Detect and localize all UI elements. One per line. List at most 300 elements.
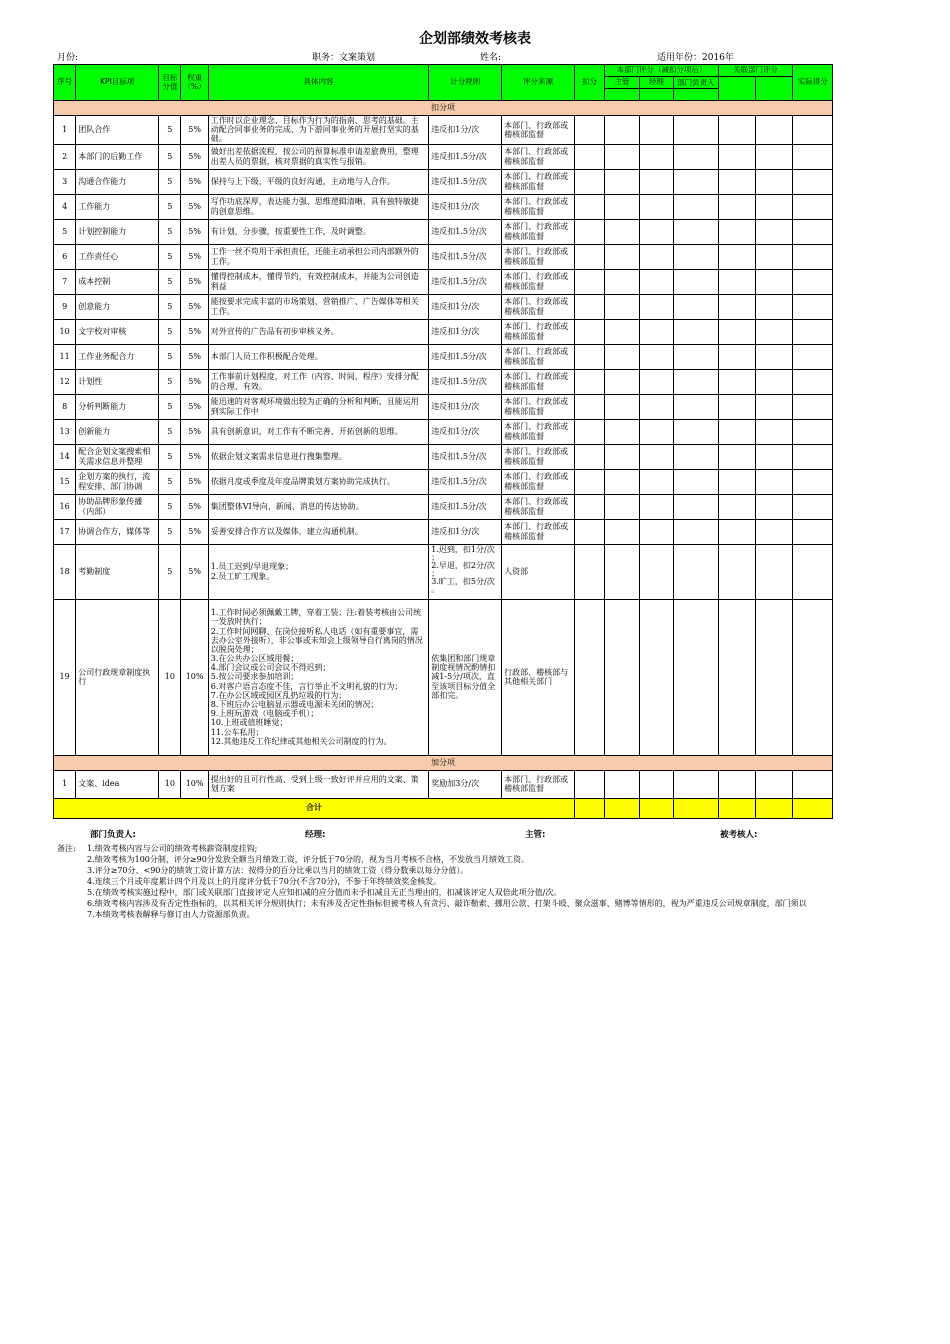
weight: 5%	[181, 419, 208, 444]
score-source: 本部门、行政部或稽核部监督	[502, 269, 575, 294]
kpi-item: 协助品牌形象传播（内部）	[76, 494, 159, 519]
score-cell	[574, 369, 604, 394]
score-source: 本部门、行政部或稽核部监督	[502, 394, 575, 419]
score-cell	[605, 369, 639, 394]
notes	[57, 843, 807, 920]
score-cell	[756, 269, 793, 294]
kpi-item: 文字校对审核	[76, 319, 159, 344]
table-row	[54, 319, 833, 344]
note-item: 2.绩效考核为100分制，评分≥90分发放全额当月绩效工资，评分低于70分的，视为当月考核不合格，不发放当月绩效工资。	[87, 855, 529, 864]
score-cell	[756, 419, 793, 444]
score-cell	[718, 519, 755, 544]
score-cell	[605, 294, 639, 319]
weight: 5%	[181, 294, 208, 319]
score-cell	[718, 169, 755, 194]
score-source: 本部门、行政部或稽核部监督	[502, 770, 575, 798]
score-cell	[639, 419, 673, 444]
score-cell	[639, 544, 673, 599]
score-cell	[674, 444, 719, 469]
scoring-rule: 违反扣1分/次	[429, 194, 502, 219]
score-cell	[793, 344, 833, 369]
target-score: 5	[159, 144, 181, 169]
header-dept-head: 部门负责人	[674, 77, 719, 89]
content: 集团整体VI导向、新闻、消息的传达协助。	[208, 494, 429, 519]
score-cell	[718, 319, 755, 344]
target-score: 5	[159, 394, 181, 419]
target-score: 5	[159, 219, 181, 244]
header-seq: 序号	[54, 65, 76, 101]
table-row	[54, 519, 833, 544]
content: 对外宣传的广告品有初步审核义务。	[208, 319, 429, 344]
content-line: 8.下班后办公电脑显示器或电源未关闭的情况；	[210, 700, 379, 710]
note-item: 3.评分≥70分、<90分的绩效工资计算方法：按得分的百分比乘以当月的绩效工资（得分数乘以每分分值）。	[87, 866, 469, 875]
content-line: 12.其他违反工作纪律或其他相关公司制度的行为。	[210, 736, 392, 746]
score-cell	[639, 269, 673, 294]
scoring-rule: 违反扣1.5分/次	[429, 144, 502, 169]
scoring-rule: 违反扣1分/次	[429, 319, 502, 344]
score-cell	[793, 770, 833, 798]
score-cell	[674, 219, 719, 244]
score-cell	[718, 394, 755, 419]
table-row	[54, 544, 833, 599]
content: 能迅速的对客观环境做出较为正确的分析和判断，且能运用到实际工作中	[208, 394, 429, 419]
row-number: 4	[54, 194, 76, 219]
total-cell	[605, 798, 639, 818]
score-cell	[605, 519, 639, 544]
content-line: 1.工作时间必须佩戴工牌，穿着工装；注:着装考核由公司统一发放时执行；	[210, 608, 422, 627]
score-cell	[574, 144, 604, 169]
scoring-rule	[429, 544, 502, 599]
score-cell	[793, 444, 833, 469]
score-cell	[605, 219, 639, 244]
target-score: 10	[159, 599, 181, 755]
score-cell	[574, 219, 604, 244]
row-number: 14	[54, 444, 76, 469]
row-number: 6	[54, 244, 76, 269]
scoring-rule: 违反扣1分/次	[429, 519, 502, 544]
score-cell	[793, 169, 833, 194]
kpi-item: 成本控制	[76, 269, 159, 294]
score-cell	[574, 269, 604, 294]
score-cell	[793, 519, 833, 544]
score-cell	[639, 770, 673, 798]
target-score: 5	[159, 116, 181, 145]
content: 能按要求完成丰富的市场策划、营销推广、广告媒体等相关工作。	[208, 294, 429, 319]
content: 依据月度或季度及年度品牌策划方案协助完成执行。	[208, 469, 429, 494]
score-cell	[639, 519, 673, 544]
score-cell	[605, 344, 639, 369]
note-item: 7.本绩效考核表解释与修订由人力资源部负责。	[87, 910, 255, 919]
header-related-2	[756, 77, 793, 101]
header-blank-3	[674, 89, 719, 101]
total-label: 合计	[54, 798, 575, 818]
scoring-rule: 违反扣1.5分/次	[429, 244, 502, 269]
score-source: 本部门、行政部或稽核部监督	[502, 169, 575, 194]
score-cell	[639, 294, 673, 319]
score-source: 本部门、行政部或稽核部监督	[502, 116, 575, 145]
scoring-rule: 违反扣1.5分/次	[429, 369, 502, 394]
score-cell	[574, 294, 604, 319]
score-cell	[605, 394, 639, 419]
content: 保持与上下级，平级的良好沟通，主动地与人合作。	[208, 169, 429, 194]
score-cell	[756, 194, 793, 219]
kpi-item: 本部门的后勤工作	[76, 144, 159, 169]
table-row	[54, 770, 833, 798]
kpi-item: 文案、idea	[76, 770, 159, 798]
score-cell	[718, 269, 755, 294]
weight: 5%	[181, 169, 208, 194]
score-source: 本部门、行政部或稽核部监督	[502, 244, 575, 269]
score-cell	[718, 444, 755, 469]
score-cell	[793, 544, 833, 599]
scoring-rule: 违反扣1.5分/次	[429, 444, 502, 469]
content-line: 10.上班或值班睡觉；	[210, 718, 288, 728]
score-cell	[793, 494, 833, 519]
score-cell	[756, 444, 793, 469]
score-cell	[605, 770, 639, 798]
score-cell	[674, 344, 719, 369]
header-source: 评分来源	[502, 65, 575, 101]
name-field: 姓名:	[480, 53, 502, 63]
sig-assessee: 被考核人:	[720, 830, 758, 840]
kpi-item: 工作责任心	[76, 244, 159, 269]
score-cell	[793, 244, 833, 269]
kpi-item: 创意能力	[76, 294, 159, 319]
content-line: 1.员工迟到/早退现象；	[210, 562, 294, 572]
score-cell	[793, 294, 833, 319]
score-cell	[718, 116, 755, 145]
score-cell	[793, 369, 833, 394]
sig-manager: 经理:	[305, 830, 326, 840]
kpi-item: 计划控制能力	[76, 219, 159, 244]
score-cell	[639, 194, 673, 219]
notes-list	[57, 843, 807, 920]
score-cell	[756, 319, 793, 344]
content-line: 2.员工旷工现象。	[210, 571, 275, 581]
score-cell	[674, 369, 719, 394]
table-row	[54, 169, 833, 194]
score-source: 本部门、行政部或稽核部监督	[502, 294, 575, 319]
position-field: 职务：文案策划	[312, 53, 376, 63]
content: 本部门人员工作积极配合处理。	[208, 344, 429, 369]
row-number: 19	[54, 599, 76, 755]
total-cell	[718, 798, 755, 818]
score-cell	[793, 116, 833, 145]
table-row	[54, 244, 833, 269]
section-deduct: 扣分项	[54, 101, 833, 116]
score-cell	[574, 599, 604, 755]
weight: 5%	[181, 494, 208, 519]
score-cell	[674, 394, 719, 419]
score-cell	[639, 369, 673, 394]
kpi-item: 考勤制度	[76, 544, 159, 599]
content: 写作功底深厚，表达能力强、思维逻辑清晰、具有独特敏捷的创意思维。	[208, 194, 429, 219]
weight: 5%	[181, 444, 208, 469]
row-number: 13	[54, 419, 76, 444]
weight: 10%	[181, 599, 208, 755]
table-row	[54, 369, 833, 394]
weight: 5%	[181, 344, 208, 369]
kpi-item: 企划方案的执行，流程安排、部门协调	[76, 469, 159, 494]
score-cell	[674, 169, 719, 194]
header-supervisor: 主管	[605, 77, 639, 89]
score-cell	[605, 169, 639, 194]
kpi-table	[53, 64, 833, 819]
score-cell	[793, 599, 833, 755]
row-number: 8	[54, 394, 76, 419]
target-score: 10	[159, 770, 181, 798]
target-score: 5	[159, 494, 181, 519]
table-row	[54, 394, 833, 419]
score-cell	[756, 144, 793, 169]
score-cell	[718, 544, 755, 599]
score-cell	[639, 169, 673, 194]
score-cell	[639, 444, 673, 469]
note-item: 1.绩效考核内容与公司的绩效考核薪资制度挂钩;	[87, 844, 258, 853]
target-score: 5	[159, 194, 181, 219]
kpi-item: 公司行政规章制度执行	[76, 599, 159, 755]
weight: 5%	[181, 369, 208, 394]
kpi-item: 沟通合作能力	[76, 169, 159, 194]
year-field: 适用年份：2016年	[657, 53, 734, 63]
row-number: 17	[54, 519, 76, 544]
score-source: 本部门、行政部或稽核部监督	[502, 344, 575, 369]
table-row	[54, 269, 833, 294]
table-row	[54, 194, 833, 219]
target-score: 5	[159, 469, 181, 494]
score-cell	[756, 116, 793, 145]
row-number: 1	[54, 770, 76, 798]
content: 依据企划文案需求信息进行搜集整理。	[208, 444, 429, 469]
score-source: 本部门、行政部或稽核部监督	[502, 494, 575, 519]
row-number: 10	[54, 319, 76, 344]
score-cell	[674, 519, 719, 544]
content-line: 5.按公司要求参加培训；	[210, 672, 299, 682]
score-cell	[718, 469, 755, 494]
weight: 5%	[181, 219, 208, 244]
score-source: 本部门、行政部或稽核部监督	[502, 194, 575, 219]
score-cell	[574, 469, 604, 494]
score-cell	[793, 319, 833, 344]
score-cell	[756, 519, 793, 544]
score-cell	[718, 369, 755, 394]
content: 工作时以企业理念、目标作为行为的指南、思考的基础。主动配合同事业务的完成、为下游同事业务的开展打坚实的基础。	[208, 116, 429, 145]
score-cell	[574, 344, 604, 369]
score-cell	[574, 544, 604, 599]
header-rule: 计分规则	[429, 65, 502, 101]
target-score: 5	[159, 344, 181, 369]
score-cell	[674, 469, 719, 494]
score-cell	[793, 419, 833, 444]
score-cell	[639, 494, 673, 519]
content: 工作一丝不苟用于承担责任，还能主动承担公司内部额外的工作。	[208, 244, 429, 269]
weight: 5%	[181, 519, 208, 544]
target-score: 5	[159, 369, 181, 394]
content-line: 3.在公共办公区域用餐；	[210, 654, 299, 664]
score-cell	[674, 116, 719, 145]
header-deduct: 扣分	[574, 65, 604, 101]
kpi-item: 协调合作方，媒体等	[76, 519, 159, 544]
scoring-rule: 违反扣1分/次	[429, 294, 502, 319]
header-blank-1	[605, 89, 639, 101]
table-row	[54, 144, 833, 169]
weight: 5%	[181, 244, 208, 269]
target-score: 5	[159, 294, 181, 319]
header-content: 具体内容	[208, 65, 429, 101]
sig-dept-head: 部门负责人:	[90, 830, 136, 840]
weight: 5%	[181, 394, 208, 419]
table-row	[54, 444, 833, 469]
kpi-item: 创新能力	[76, 419, 159, 444]
score-cell	[574, 494, 604, 519]
scoring-rule: 违反扣1分/次	[429, 116, 502, 145]
score-cell	[793, 194, 833, 219]
row-number: 7	[54, 269, 76, 294]
rule-line: ；	[431, 568, 440, 578]
target-score: 5	[159, 444, 181, 469]
note-item: 6.绩效考核内容涉及有否定性指标的，以其相关评分规则执行；未有涉及否定性指标但被考核人有贪污、敲诈勒索、挪用公款、打架斗殴、聚众滋事、赌博等情形的，视为严重违反公司规章制度，部门须以	[87, 899, 807, 908]
score-cell	[718, 344, 755, 369]
score-cell	[639, 394, 673, 419]
row-number: 5	[54, 219, 76, 244]
score-cell	[605, 144, 639, 169]
row-number: 15	[54, 469, 76, 494]
score-cell	[718, 194, 755, 219]
weight: 5%	[181, 144, 208, 169]
score-cell	[756, 344, 793, 369]
score-cell	[756, 599, 793, 755]
score-cell	[639, 144, 673, 169]
score-cell	[718, 144, 755, 169]
score-cell	[605, 444, 639, 469]
scoring-rule: 违反扣1.5分/次	[429, 344, 502, 369]
score-source: 人资部	[502, 544, 575, 599]
kpi-item: 配合企划文案搜索相关需求信息并整理	[76, 444, 159, 469]
content-line: 4.部门会议或公司会议不得迟到；	[210, 663, 331, 673]
score-source: 本部门、行政部或稽核部监督	[502, 444, 575, 469]
content-line: 11.公车私用；	[210, 727, 264, 737]
section-bonus: 加分项	[54, 755, 833, 770]
scoring-rule: 违反扣1.5分/次	[429, 494, 502, 519]
weight: 5%	[181, 469, 208, 494]
score-cell	[605, 116, 639, 145]
scoring-rule: 依集团和部门规章制度视情况酌情扣减1-5分/项次，直至该项目标分值全部扣完。	[429, 599, 502, 755]
header-manager: 经理	[639, 77, 673, 89]
score-cell	[756, 770, 793, 798]
score-cell	[574, 116, 604, 145]
row-number: 2	[54, 144, 76, 169]
score-source: 本部门、行政部或稽核部监督	[502, 319, 575, 344]
score-cell	[718, 494, 755, 519]
page-title: 企划部绩效考核表	[419, 31, 531, 47]
score-cell	[639, 116, 673, 145]
sig-supervisor: 主管:	[525, 830, 546, 840]
header-weight: 权重（%）	[181, 65, 208, 101]
total-cell	[574, 798, 604, 818]
score-cell	[674, 544, 719, 599]
score-cell	[574, 444, 604, 469]
total-cell	[793, 798, 833, 818]
row-number: 18	[54, 544, 76, 599]
score-source: 本部门、行政部或稽核部监督	[502, 469, 575, 494]
kpi-item: 工作能力	[76, 194, 159, 219]
scoring-rule: 违反扣1.5分/次	[429, 219, 502, 244]
row-number: 9	[54, 294, 76, 319]
table-row	[54, 494, 833, 519]
content: 提出好的且可行性高、受到上级一致好评并应用的文案、策划方案	[208, 770, 429, 798]
weight: 5%	[181, 319, 208, 344]
score-cell	[639, 244, 673, 269]
notes-label: 备注:	[57, 844, 76, 853]
score-cell	[718, 244, 755, 269]
score-cell	[756, 169, 793, 194]
score-cell	[718, 294, 755, 319]
score-cell	[605, 469, 639, 494]
row-number: 3	[54, 169, 76, 194]
score-cell	[674, 419, 719, 444]
note-item: 5.在绩效考核实施过程中，部门或关联部门直接评定人应知扣减的应分值而未予扣减且无正当理由的，扣减该评定人双倍此项分值/次。	[87, 888, 562, 897]
total-cell	[756, 798, 793, 818]
weight: 5%	[181, 194, 208, 219]
score-cell	[793, 219, 833, 244]
score-cell	[718, 219, 755, 244]
content-line: 2.工作时间网聊、在岗位接听私人电话（如有重要事宜，需去办公室外接听），非公事或未知会上级领导自行离岗的情况以脱岗处理；	[210, 626, 423, 654]
header-dept-score: 本部门评分（减扣分项后）	[605, 65, 718, 77]
weight: 5%	[181, 544, 208, 599]
score-cell	[605, 269, 639, 294]
score-source: 本部门、行政部或稽核部监督	[502, 219, 575, 244]
target-score: 5	[159, 544, 181, 599]
score-cell	[574, 419, 604, 444]
score-cell	[574, 770, 604, 798]
content: 做好出差依据流程，按公司的预算标准申请差旅费用，整理出差人员的票据，核对票据的真实性与报销。	[208, 144, 429, 169]
target-score: 5	[159, 244, 181, 269]
content	[208, 544, 429, 599]
content: 具有创新意识，对工作有不断完善、开拓创新的思维。	[208, 419, 429, 444]
score-cell	[674, 269, 719, 294]
rule-line: 。	[431, 584, 440, 594]
note-item: 4.连续三个月或年度累计四个月及以上的月度评分低于70分(不含70分)，不参于年终绩效奖金核发。	[87, 877, 442, 886]
kpi-item: 工作业务配合力	[76, 344, 159, 369]
score-cell	[605, 494, 639, 519]
month-field: 月份:	[57, 53, 79, 63]
score-cell	[674, 244, 719, 269]
header-related-1	[718, 77, 755, 101]
score-cell	[605, 319, 639, 344]
kpi-item: 计划性	[76, 369, 159, 394]
table-row	[54, 219, 833, 244]
weight: 5%	[181, 116, 208, 145]
row-number: 12	[54, 369, 76, 394]
score-cell	[639, 344, 673, 369]
score-cell	[639, 469, 673, 494]
score-cell	[674, 194, 719, 219]
weight: 10%	[181, 770, 208, 798]
score-cell	[756, 369, 793, 394]
score-cell	[674, 770, 719, 798]
table-row	[54, 294, 833, 319]
score-cell	[793, 394, 833, 419]
score-cell	[605, 419, 639, 444]
score-cell	[756, 469, 793, 494]
score-cell	[793, 269, 833, 294]
score-cell	[718, 599, 755, 755]
content-line: 9.上班玩游戏（电脑或手机）；	[210, 709, 319, 719]
rule-line: 2.早退，扣2分/次	[431, 560, 495, 570]
score-cell	[639, 219, 673, 244]
score-cell	[605, 194, 639, 219]
score-source: 本部门、行政部或稽核部监督	[502, 369, 575, 394]
